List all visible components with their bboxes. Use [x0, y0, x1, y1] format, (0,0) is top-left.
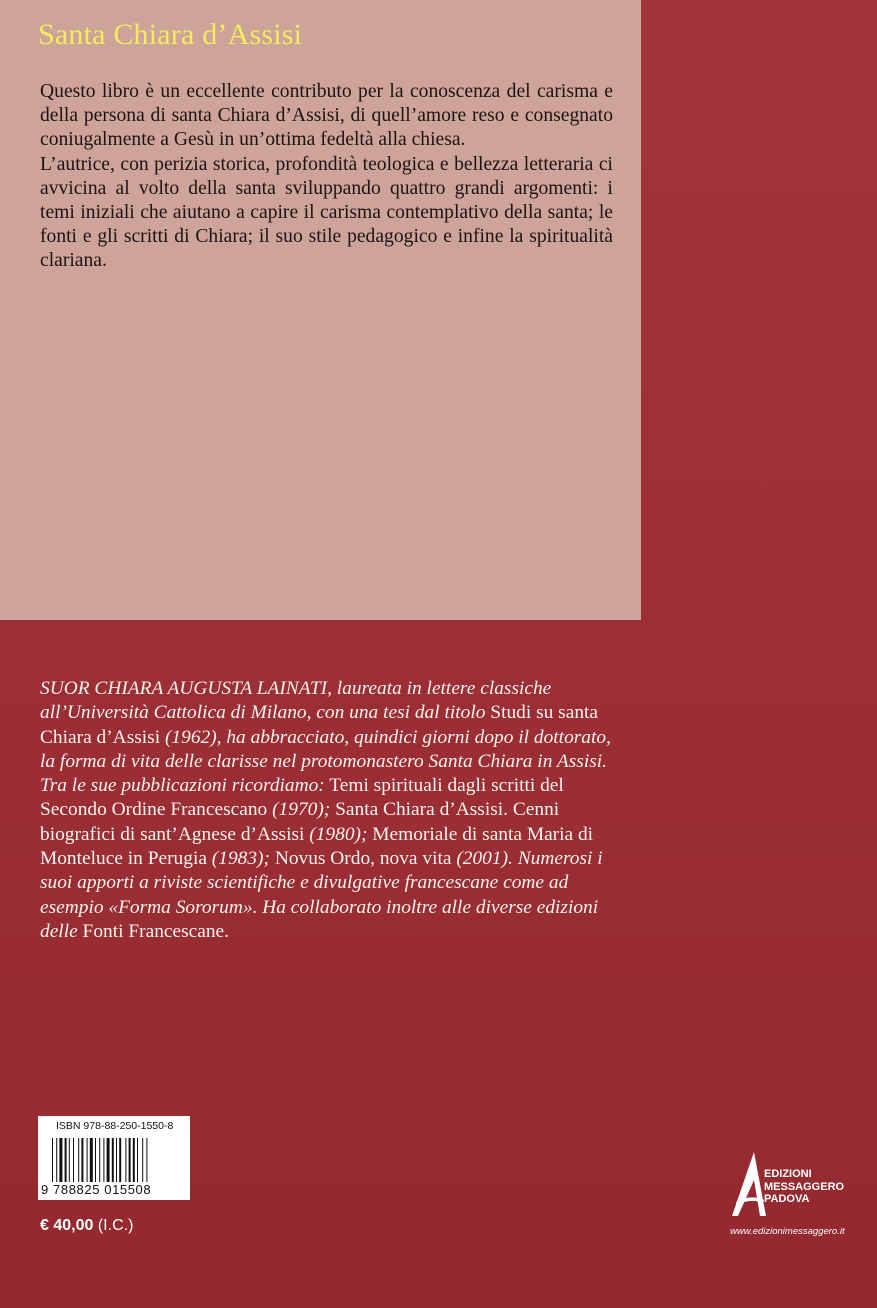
- publisher-website: www.edizionimessaggero.it: [730, 1226, 845, 1237]
- isbn-label: ISBN 978-88-250-1550-8: [56, 1120, 174, 1132]
- barcode-icon: [52, 1138, 186, 1182]
- barcode-number: 9 788825 015508: [41, 1182, 152, 1197]
- description-paragraph: Questo libro è un eccellente contributo per la conoscenza del carisma e della persona di santa Chiara d’Assisi, di quell’amore reso e consegnato coniugalmente a Gesù in un’ottima fedeltà alla chiesa.: [40, 81, 613, 151]
- publisher-line: EDIZIONI: [764, 1168, 812, 1180]
- work-title: Santa Chiara d’Assisi. Cenni biografici di sant’Agnese d’Assisi: [40, 799, 560, 845]
- publisher-logo: [730, 1150, 870, 1245]
- bio-text: (2001). Numerosi i suoi apporti a riviste scientifiche e divulgative francescane come ad esempio «Forma Sororum». Ha collaborato inoltre alle diverse edizioni delle: [40, 848, 603, 942]
- price-amount: € 40,00: [40, 1217, 94, 1234]
- work-title: Temi spirituali dagli scritti del Secondo Ordine Francescano: [40, 775, 564, 821]
- work-title: Studi su santa Chiara d’Assisi: [40, 702, 599, 748]
- book-description: [40, 80, 613, 274]
- work-title: Memoriale di santa Maria di Monteluce in Perugia: [40, 823, 594, 870]
- blurb-panel: [0, 0, 641, 620]
- work-title: Novus Ordo, nova vita: [274, 848, 452, 870]
- book-title: Santa Chiara d’Assisi: [38, 18, 303, 51]
- bio-text: Tra le sue pubblicazioni ricordiamo:: [40, 775, 325, 797]
- bio-text: (1980);: [309, 823, 368, 845]
- bio-text: (1970);: [272, 799, 331, 821]
- work-title: Fonti Francescane: [82, 920, 225, 942]
- price-note: (I.C.): [97, 1217, 134, 1234]
- publisher-line: PADOVA: [764, 1193, 810, 1205]
- author-biography: [40, 677, 630, 944]
- bio-text: SUOR CHIARA AUGUSTA LAINATI, laureata in lettere classiche all’Università Cattolica di Milano, con una tesi dal titolo: [40, 678, 552, 724]
- bio-paragraph: [40, 774, 630, 944]
- bio-text: .: [224, 920, 230, 942]
- isbn-barcode: [38, 1116, 190, 1200]
- publisher-name: [764, 1168, 844, 1206]
- bio-paragraph: [40, 677, 630, 774]
- publisher-line: MESSAGGERO: [764, 1180, 845, 1193]
- description-paragraph: L’autrice, con perizia storica, profondità teologica e bellezza letteraria ci avvicina al volto della santa sviluppando quattro grandi argomenti: i temi iniziali che aiutano a capire il carisma contemplativo della santa; le fonti e gli scritti di Chiara; il suo stile pedagogico e infine la spiritualità clariana.: [40, 153, 613, 272]
- bio-text: (1983);: [211, 848, 270, 870]
- bio-text: (1962), ha abbracciato, quindici giorni dopo il dottorato, la forma di vita delle clarisse nel protomonastero Santa Chiara in Assisi.: [40, 726, 611, 772]
- price: [40, 1217, 133, 1235]
